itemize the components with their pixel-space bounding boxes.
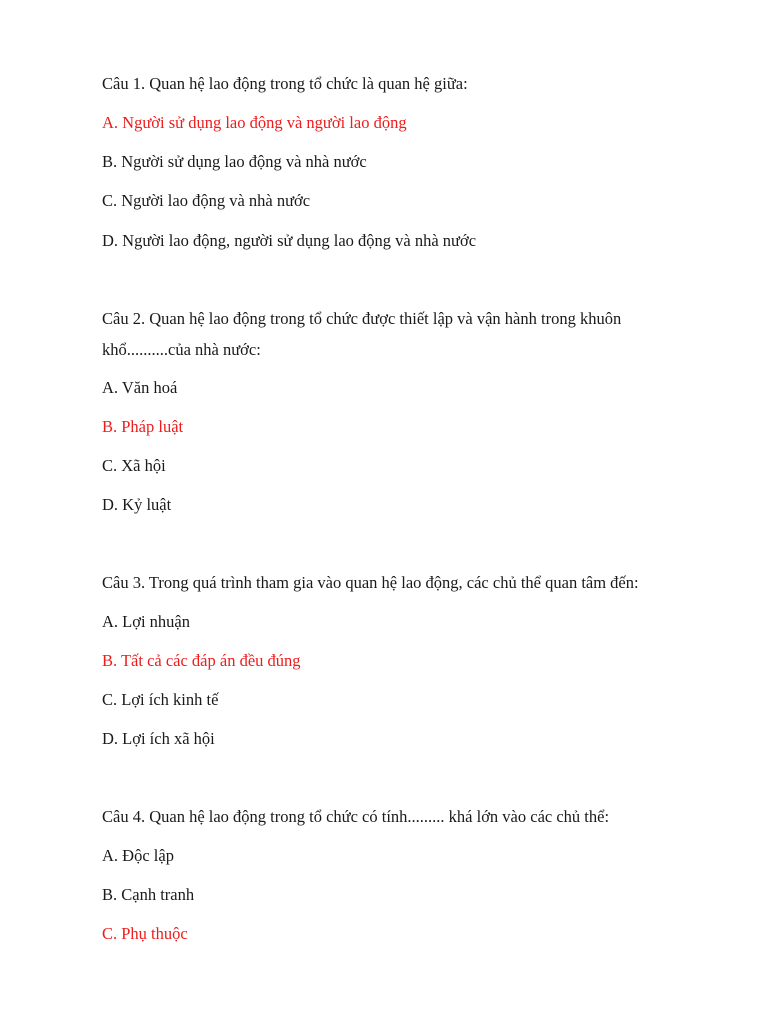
question-3-option-c: C. Lợi ích kinh tế xyxy=(102,690,219,709)
question-3-option-a: A. Lợi nhuận xyxy=(102,612,191,631)
question-1-text: Câu 1. Quan hệ lao động trong tổ chức là quan hệ giữa: xyxy=(102,74,468,93)
question-2-option-b: B. Pháp luật xyxy=(102,417,184,436)
question-1-option-d: D. Người lao động, người sử dụng lao động và nhà nước xyxy=(102,231,477,250)
question-1-option-c: C. Người lao động và nhà nước xyxy=(102,191,311,210)
question-2-text-line-1: Câu 2. Quan hệ lao động trong tổ chức được thiết lập và vận hành trong khuôn xyxy=(102,309,622,328)
question-2-option-c: C. Xã hội xyxy=(102,456,166,475)
question-4-option-b: B. Cạnh tranh xyxy=(102,885,195,904)
question-2-option-d: D. Kỷ luật xyxy=(102,495,172,514)
question-2-option-a: A. Văn hoá xyxy=(102,378,178,397)
question-4-option-a: A. Độc lập xyxy=(102,846,174,865)
question-3-option-b: B. Tất cả các đáp án đều đúng xyxy=(102,651,301,670)
question-4-text: Câu 4. Quan hệ lao động trong tổ chức có tính......... khá lớn vào các chủ thể: xyxy=(102,807,610,826)
question-2-text-line-2: khổ..........của nhà nước: xyxy=(102,340,261,359)
question-4-option-c: C. Phụ thuộc xyxy=(102,924,188,943)
question-1-option-a: A. Người sử dụng lao động và người lao động xyxy=(102,113,407,132)
question-1-option-b: B. Người sử dụng lao động và nhà nước xyxy=(102,152,367,171)
question-3-option-d: D. Lợi ích xã hội xyxy=(102,729,215,748)
question-3-text: Câu 3. Trong quá trình tham gia vào quan hệ lao động, các chủ thể quan tâm đến: xyxy=(102,573,639,592)
